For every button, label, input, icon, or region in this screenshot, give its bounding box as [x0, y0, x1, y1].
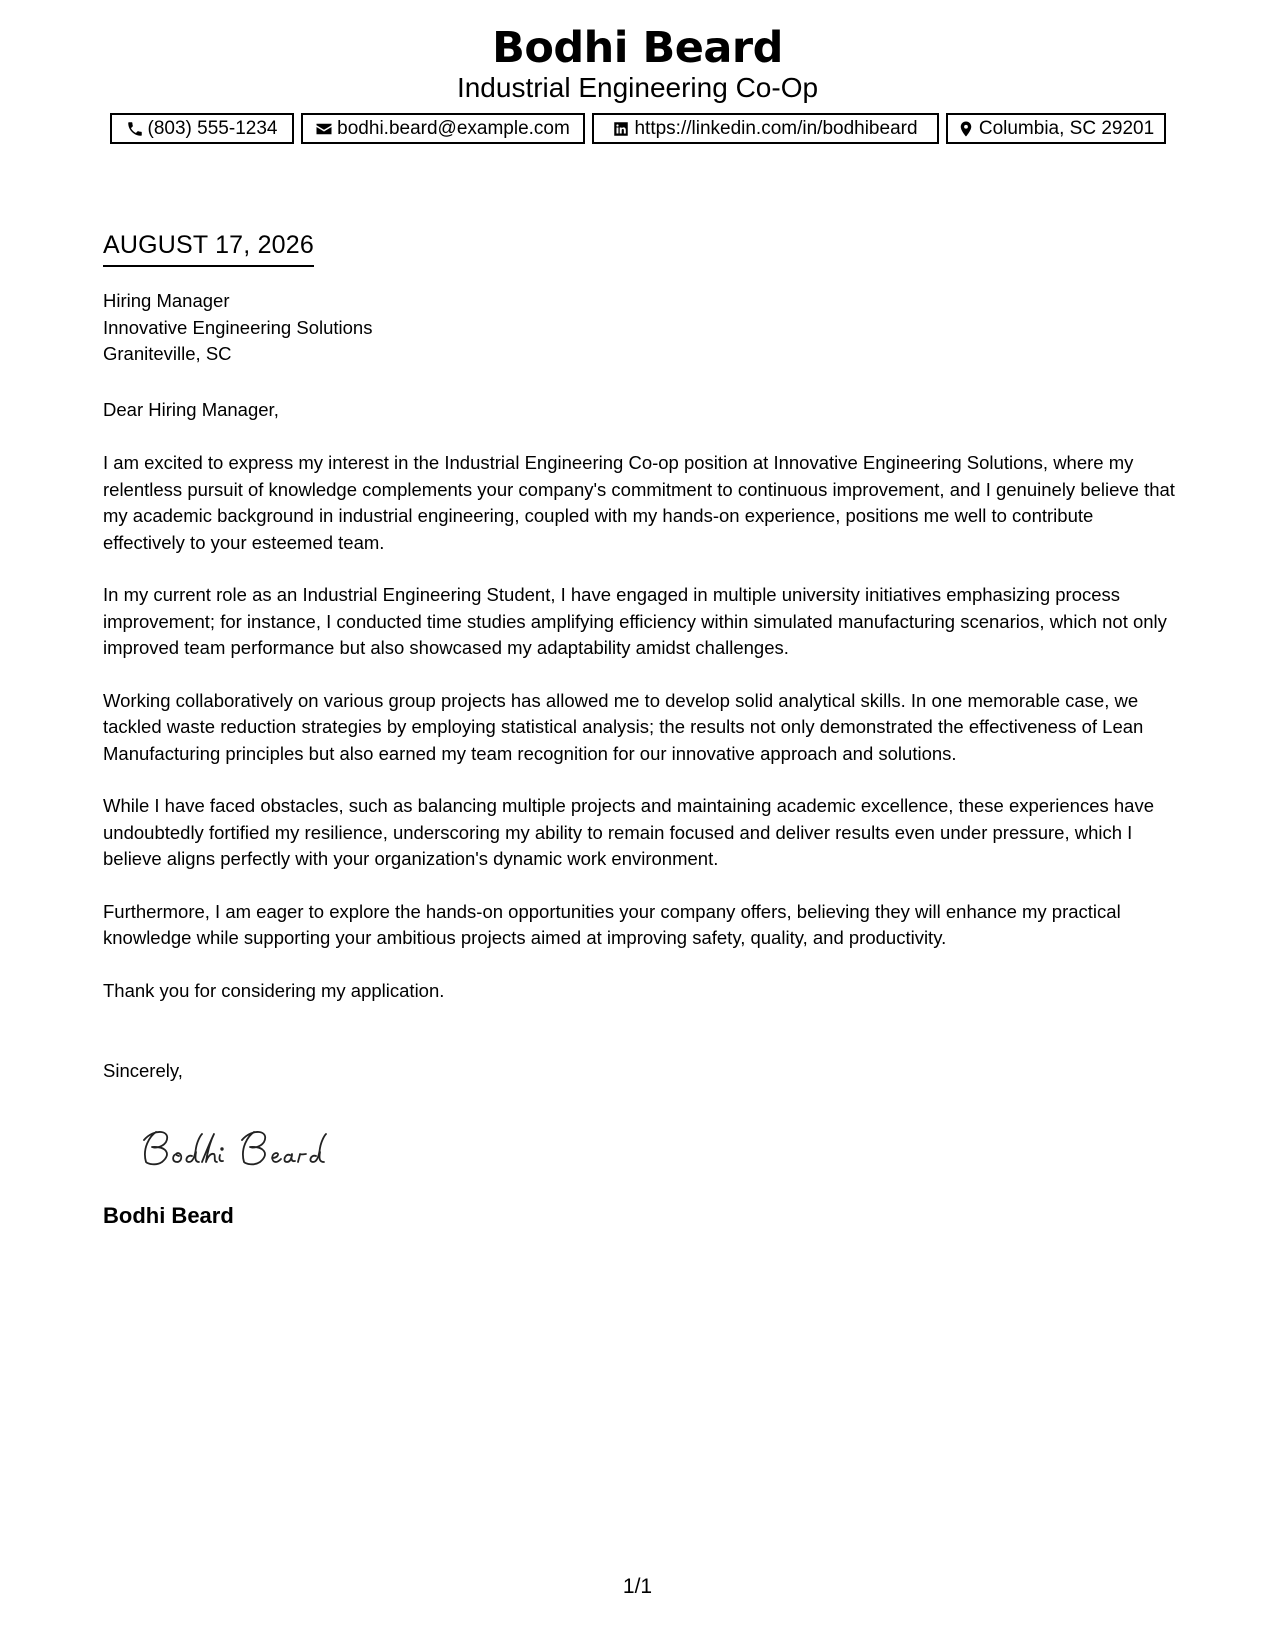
contact-bar: [0, 113, 1275, 144]
contact-email: [301, 113, 585, 144]
linkedin-text: https://linkedin.com/in/bodhibeard: [634, 117, 918, 139]
salutation: Dear Hiring Manager,: [103, 399, 279, 420]
envelope-icon: [315, 120, 333, 138]
phone-text: (803) 555-1234: [147, 117, 278, 139]
email-text: bodhi.beard@example.com: [337, 117, 570, 139]
recipient-line: Graniteville, SC: [103, 343, 232, 364]
letter-body: [103, 450, 1178, 1030]
body-paragraph: Thank you for considering my application.: [103, 979, 445, 1001]
applicant-name: Bodhi Beard: [492, 23, 783, 73]
body-paragraph: I am excited to express my interest in the Industrial Engineering Co-op position at Innovative Engineering Solutions, where my relentless pursuit of knowledge complements your company's commitment to continuous improvement, and I genuinely believe that my academic background in industrial engineering, coupled with my hands-on experience, positions me well to contribute effectively to your esteemed team.: [103, 452, 1175, 553]
body-paragraph: While I have faced obstacles, such as balancing multiple projects and maintaining academic excellence, these experiences have undoubtedly fortified my resilience, underscoring my ability to remain focused and deliver results even under pressure, which I believe aligns perfectly with your organization's dynamic work environment.: [103, 795, 1154, 869]
handwritten-signature: [132, 1118, 342, 1178]
linkedin-icon: [612, 120, 630, 138]
phone-icon: [126, 120, 144, 138]
signed-name: Bodhi Beard: [103, 1203, 234, 1228]
contact-location: [946, 113, 1166, 144]
body-paragraph: Working collaboratively on various group projects has allowed me to develop solid analytical skills. In one memorable case, we tackled waste reduction strategies by employing statistical analysis; the results not only demonstrated the effectiveness of Lean Manufacturing principles but also earned my team recognition for our innovative approach and solutions.: [103, 689, 1144, 764]
contact-linkedin: [592, 113, 939, 144]
contact-phone: [110, 113, 294, 144]
map-pin-icon: [957, 120, 975, 138]
body-paragraph: Furthermore, I am eager to explore the hands-on opportunities your company offers, believing they will enhance my practical knowledge while supporting your ambitious projects aimed at improving safety, quality, and productivity.: [103, 900, 1121, 948]
body-paragraph: In my current role as an Industrial Engineering Student, I have engaged in multiple university initiatives emphasizing process improvement; for instance, I conducted time studies amplifying efficiency within simulated manufacturing scenarios, which not only improved team performance but also showcased my adaptability amidst challenges.: [103, 584, 1167, 658]
closing: Sincerely,: [103, 1060, 183, 1081]
job-title: Industrial Engineering Co-Op: [456, 72, 819, 103]
recipient-block: [103, 288, 372, 368]
recipient-line: Hiring Manager: [103, 290, 230, 311]
recipient-line: Innovative Engineering Solutions: [103, 316, 373, 338]
letter-date: AUGUST 17, 2026: [103, 228, 314, 267]
location-text: Columbia, SC 29201: [978, 117, 1155, 139]
page-number: 1/1: [622, 1575, 653, 1598]
